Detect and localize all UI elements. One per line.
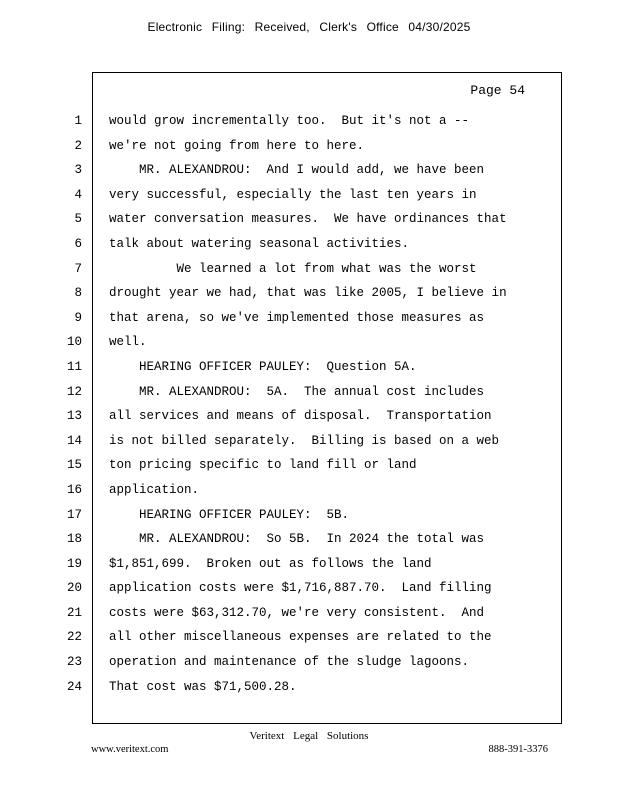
line-number: 22 [66,630,82,645]
footer-website: www.veritext.com [91,744,169,755]
line-number: 24 [66,679,82,694]
line-text: talk about watering seasonal activities. [109,236,410,251]
line-number: 4 [74,187,82,202]
line-text: drought year we had, that was like 2005, I believe in [109,286,507,301]
line-number: 18 [66,532,82,547]
line-text: water conversation measures. We have ordinances that [109,212,507,227]
line-text: That cost was $71,500.28. [109,679,297,694]
transcript-line [0,602,562,627]
transcript-line [0,676,562,701]
line-text: MR. ALEXANDROU: And I would add, we have been [109,163,485,178]
line-text: application costs were $1,716,887.70. Land filling [109,581,492,596]
line-text: that arena, so we've implemented those measures as [109,310,485,325]
line-text: costs were $63,312.70, we're very consistent. And [109,605,485,620]
transcript-line [0,381,562,406]
transcript-line [0,504,562,529]
transcript-line [0,110,562,135]
transcript-line [0,258,562,283]
line-number: 15 [66,458,82,473]
line-number: 11 [66,359,82,374]
filing-stamp: Electronic Filing: Received, Clerk's Office 04/30/2025 [147,20,471,34]
transcript-lines [0,110,562,700]
line-number: 23 [66,655,82,670]
line-number: 13 [66,409,82,424]
transcript-line [0,135,562,160]
page-number: Page 54 [470,83,525,98]
line-text: application. [109,482,200,497]
transcript-line [0,159,562,184]
line-text: ton pricing specific to land fill or land [109,458,417,473]
line-text: MR. ALEXANDROU: So 5B. In 2024 the total was [109,532,485,547]
transcript-line [0,430,562,455]
line-text: is not billed separately. Billing is based on a web [109,433,500,448]
transcript-line [0,331,562,356]
transcript-line [0,405,562,430]
line-text: HEARING OFFICER PAULEY: Question 5A. [109,359,417,374]
transcript-line [0,479,562,504]
footer-phone: 888-391-3376 [488,744,548,755]
transcript-line [0,208,562,233]
transcript-line [0,626,562,651]
transcript-line [0,577,562,602]
line-text: we're not going from here to here. [109,138,365,153]
footer-company: Veritext Legal Solutions [249,730,369,742]
line-number: 8 [74,286,82,301]
line-text: all services and means of disposal. Transportation [109,409,492,424]
transcript-line [0,454,562,479]
transcript-line [0,184,562,209]
line-text: MR. ALEXANDROU: 5A. The annual cost includes [109,384,485,399]
line-number: 1 [74,114,82,128]
line-text: well. [109,335,147,350]
transcript-line [0,307,562,332]
transcript-line [0,553,562,578]
line-number: 17 [66,507,82,522]
transcript-line [0,233,562,258]
transcript-line [0,651,562,676]
line-number: 12 [66,384,82,399]
line-number: 7 [74,261,82,276]
line-number: 19 [66,556,82,571]
line-number: 20 [66,581,82,596]
transcript-line [0,356,562,381]
line-number: 16 [66,482,82,497]
line-number: 5 [74,212,82,227]
line-text: HEARING OFFICER PAULEY: 5B. [109,507,350,522]
line-number: 2 [74,138,82,153]
line-number: 3 [74,163,82,178]
line-text: operation and maintenance of the sludge lagoons. [109,655,470,670]
line-number: 9 [74,310,82,325]
line-text: would grow incrementally too. But it's not a -- [109,114,470,128]
line-number: 6 [74,236,82,251]
transcript-line [0,528,562,553]
line-number: 21 [66,605,82,620]
line-text: $1,851,699. Broken out as follows the land [109,556,432,571]
line-text: very successful, especially the last ten years in [109,187,477,202]
line-number: 10 [66,335,82,350]
line-number: 14 [66,433,82,448]
line-text: We learned a lot from what was the worst [109,261,477,276]
transcript-line [0,282,562,307]
line-text: all other miscellaneous expenses are related to the [109,630,492,645]
